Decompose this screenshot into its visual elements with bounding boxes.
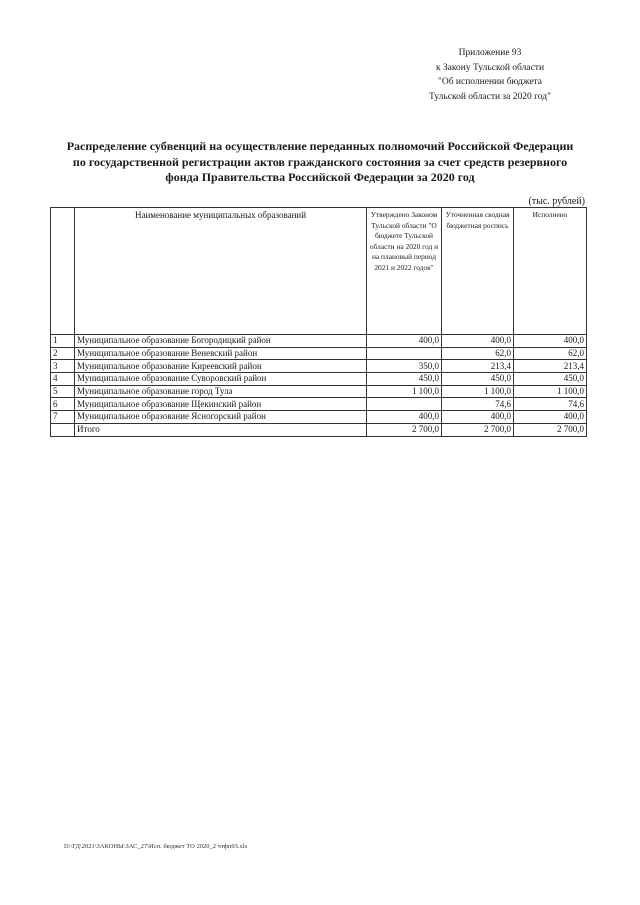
row-municipality: Муниципальное образование Ясногорский район (75, 411, 367, 424)
row-refined: 1 100,0 (442, 385, 514, 398)
table-row (51, 398, 587, 411)
title-line-1: Распределение субвенций на осуществление переданных полномочий Российской Федерации (66, 139, 574, 153)
appendix-line-1: Приложение 93 (458, 48, 522, 58)
row-approved: 450,0 (367, 373, 442, 386)
table-row (51, 385, 587, 398)
header-index (51, 208, 75, 335)
row-municipality: Муниципальное образование Суворовский район (75, 373, 367, 386)
appendix-reference (405, 46, 575, 104)
row-index: 4 (51, 373, 75, 386)
title-line-3: фонда Правительства Российской Федерации за 2020 год (165, 170, 475, 184)
row-municipality: Муниципальное образование город Тула (75, 385, 367, 398)
header-executed: Исполнено (514, 208, 587, 335)
table-total-row (51, 423, 587, 436)
total-executed: 2 700,0 (514, 423, 587, 436)
file-path-footer: D:\ГД\2021\ЗАКОНЫ\ЗАС_27\Исп. бюджет ТО 2020_2 чтфп93.xls (64, 843, 248, 850)
row-executed: 400,0 (514, 335, 587, 348)
appendix-line-3: "Об исполнении бюджета (437, 77, 543, 87)
row-index: 2 (51, 347, 75, 360)
table-row (51, 360, 587, 373)
row-approved (367, 398, 442, 411)
total-index (51, 423, 75, 436)
row-index: 3 (51, 360, 75, 373)
row-executed: 74,6 (514, 398, 587, 411)
header-refined: Уточненная сводная бюджетная роспись (442, 208, 514, 335)
row-refined: 62,0 (442, 347, 514, 360)
row-refined: 400,0 (442, 411, 514, 424)
row-executed: 450,0 (514, 373, 587, 386)
row-approved: 1 100,0 (367, 385, 442, 398)
row-executed: 1 100,0 (514, 385, 587, 398)
table-row (51, 411, 587, 424)
table-row (51, 335, 587, 348)
table-header-row (51, 208, 587, 335)
units-label: (тыс. рублей) (528, 196, 585, 207)
document-title (48, 139, 592, 186)
header-municipality: Наименование муниципальных образований (75, 208, 367, 335)
row-municipality: Муниципальное образование Киреевский район (75, 360, 367, 373)
row-index: 6 (51, 398, 75, 411)
row-approved (367, 347, 442, 360)
appendix-line-4: Тульской области за 2020 год" (429, 91, 551, 102)
title-line-2: по государственной регистрации актов гражданского состояния за счет средств резервного (72, 154, 568, 169)
header-approved: Утверждено Законом Тульской области "О бюджете Тульской области на 2020 год и на плановый период 2021 и 2022 годов" (367, 208, 442, 335)
row-refined: 74,6 (442, 398, 514, 411)
row-municipality: Муниципальное образование Веневский район (75, 347, 367, 360)
row-index: 5 (51, 385, 75, 398)
row-refined: 450,0 (442, 373, 514, 386)
row-executed: 213,4 (514, 360, 587, 373)
row-index: 7 (51, 411, 75, 424)
row-executed: 62,0 (514, 347, 587, 360)
table-row (51, 347, 587, 360)
row-approved: 350,0 (367, 360, 442, 373)
table-row (51, 373, 587, 386)
total-label: Итого (75, 423, 367, 436)
row-index: 1 (51, 335, 75, 348)
appendix-line-2: к Закону Тульской области (435, 62, 545, 73)
row-approved: 400,0 (367, 411, 442, 424)
row-approved: 400,0 (367, 335, 442, 348)
subventions-table (50, 207, 587, 437)
row-refined: 213,4 (442, 360, 514, 373)
row-municipality: Муниципальное образование Щекинский район (75, 398, 367, 411)
row-refined: 400,0 (442, 335, 514, 348)
row-municipality: Муниципальное образование Богородицкий район (75, 335, 367, 348)
total-approved: 2 700,0 (367, 423, 442, 436)
row-executed: 400,0 (514, 411, 587, 424)
total-refined: 2 700,0 (442, 423, 514, 436)
